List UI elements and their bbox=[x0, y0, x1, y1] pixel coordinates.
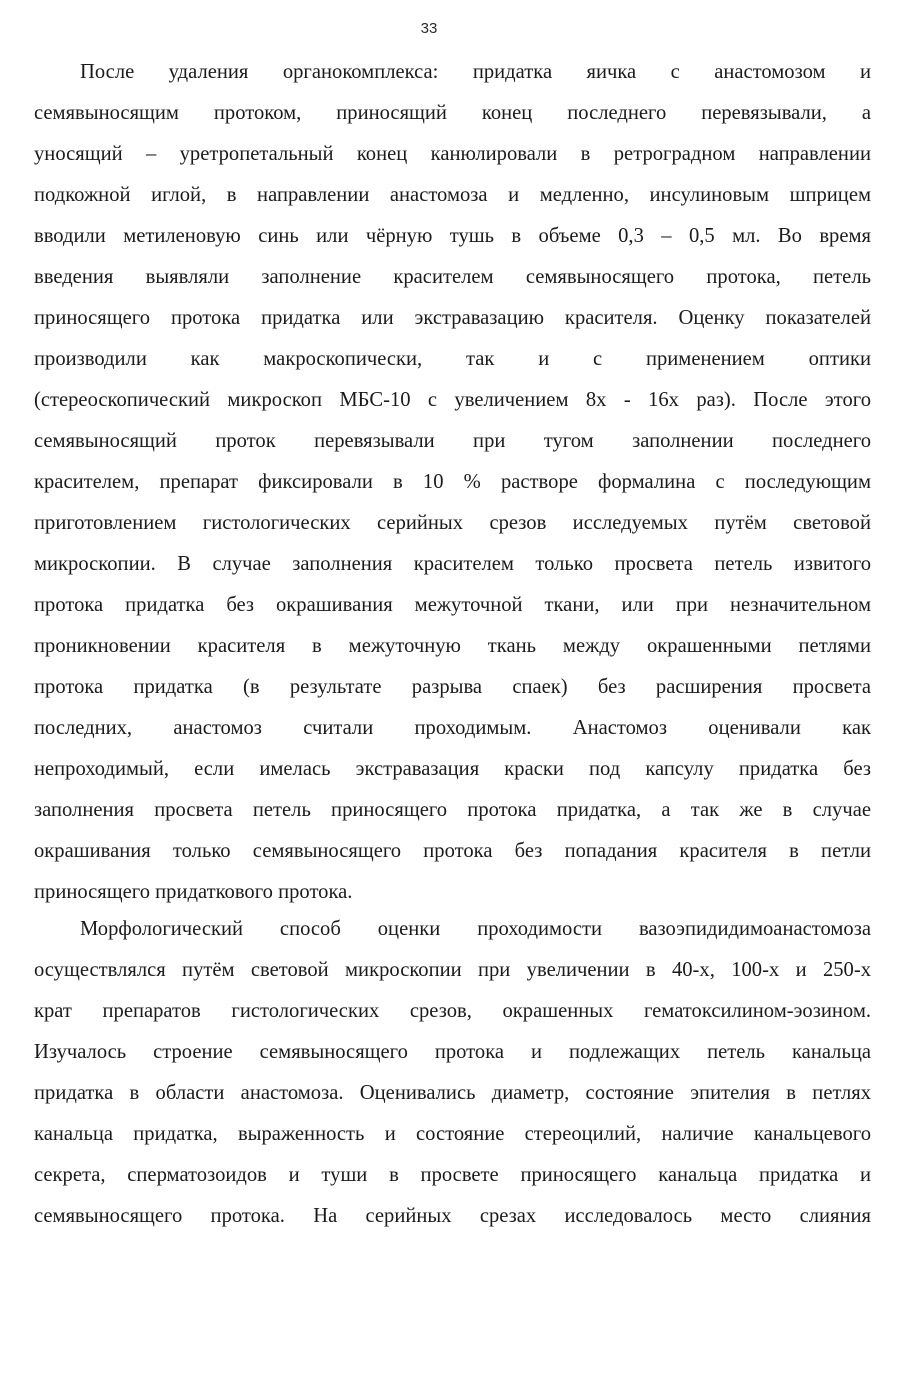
text-line: красителем, препарат фиксировали в 10 % растворе формалина с последующим bbox=[34, 471, 871, 493]
text-line: последних, анастомоз считали проходимым. Анастомоз оценивали как bbox=[34, 717, 871, 739]
text-line: Изучалось строение семявыносящего протока и подлежащих петель канальца bbox=[34, 1041, 871, 1063]
text-line: семявыносящим протоком, приносящий конец последнего перевязывали, а bbox=[34, 102, 871, 124]
text-line: После удаления органокомплекса: придатка яичка с анастомозом и bbox=[80, 61, 871, 83]
text-line: протока придатка (в результате разрыва спаек) без расширения просвета bbox=[34, 676, 871, 698]
text-line: приготовлением гистологических серийных срезов исследуемых путём световой bbox=[34, 512, 871, 534]
text-line: придатка в области анастомоза. Оценивались диаметр, состояние эпителия в петлях bbox=[34, 1082, 871, 1104]
text-line: окрашивания только семявыносящего протока без попадания красителя в петли bbox=[34, 840, 871, 862]
text-line: уносящий – уретропетальный конец канюлировали в ретроградном направлении bbox=[34, 143, 871, 165]
text-line: семявыносящего протока. На серийных срезах исследовалось место слияния bbox=[34, 1205, 871, 1227]
text-line: протока придатка без окрашивания межуточной ткани, или при незначительном bbox=[34, 594, 871, 616]
text-line: проникновении красителя в межуточную ткань между окрашенными петлями bbox=[34, 635, 871, 657]
text-line: приносящего протока придатка или экстравазацию красителя. Оценку показателей bbox=[34, 307, 871, 329]
text-line: микроскопии. В случае заполнения красителем только просвета петель извитого bbox=[34, 553, 871, 575]
text-line: непроходимый, если имелась экстравазация краски под капсулу придатка без bbox=[34, 758, 871, 780]
page-number: 33 bbox=[420, 20, 438, 37]
text-line: заполнения просвета петель приносящего протока придатка, а так же в случае bbox=[34, 799, 871, 821]
text-line: вводили метиленовую синь или чёрную тушь в объеме 0,3 – 0,5 мл. Во время bbox=[34, 225, 871, 247]
text-line: производили как макроскопически, так и с применением оптики bbox=[34, 348, 871, 370]
paragraph-2 bbox=[34, 909, 871, 1237]
text-line: введения выявляли заполнение красителем семявыносящего протока, петель bbox=[34, 266, 871, 288]
paragraph-1 bbox=[34, 52, 871, 913]
text-line: Морфологический способ оценки проходимости вазоэпидидимоанастомоза bbox=[80, 918, 871, 940]
text-line: подкожной иглой, в направлении анастомоза и медленно, инсулиновым шприцем bbox=[34, 184, 871, 206]
text-line: осуществлялся путём световой микроскопии при увеличении в 40-х, 100-х и 250-х bbox=[34, 959, 871, 981]
text-line: (стереоскопический микроскоп МБС-10 с увеличением 8х - 16х раз). После этого bbox=[34, 389, 871, 411]
text-line: приносящего придаткового протока. bbox=[34, 881, 353, 903]
text-line: крат препаратов гистологических срезов, окрашенных гематоксилином-эозином. bbox=[34, 1000, 871, 1022]
text-line: секрета, сперматозоидов и туши в просвете приносящего канальца придатка и bbox=[34, 1164, 871, 1186]
text-line: семявыносящий проток перевязывали при тугом заполнении последнего bbox=[34, 430, 871, 452]
text-line: канальца придатка, выраженность и состояние стереоцилий, наличие канальцевого bbox=[34, 1123, 871, 1145]
